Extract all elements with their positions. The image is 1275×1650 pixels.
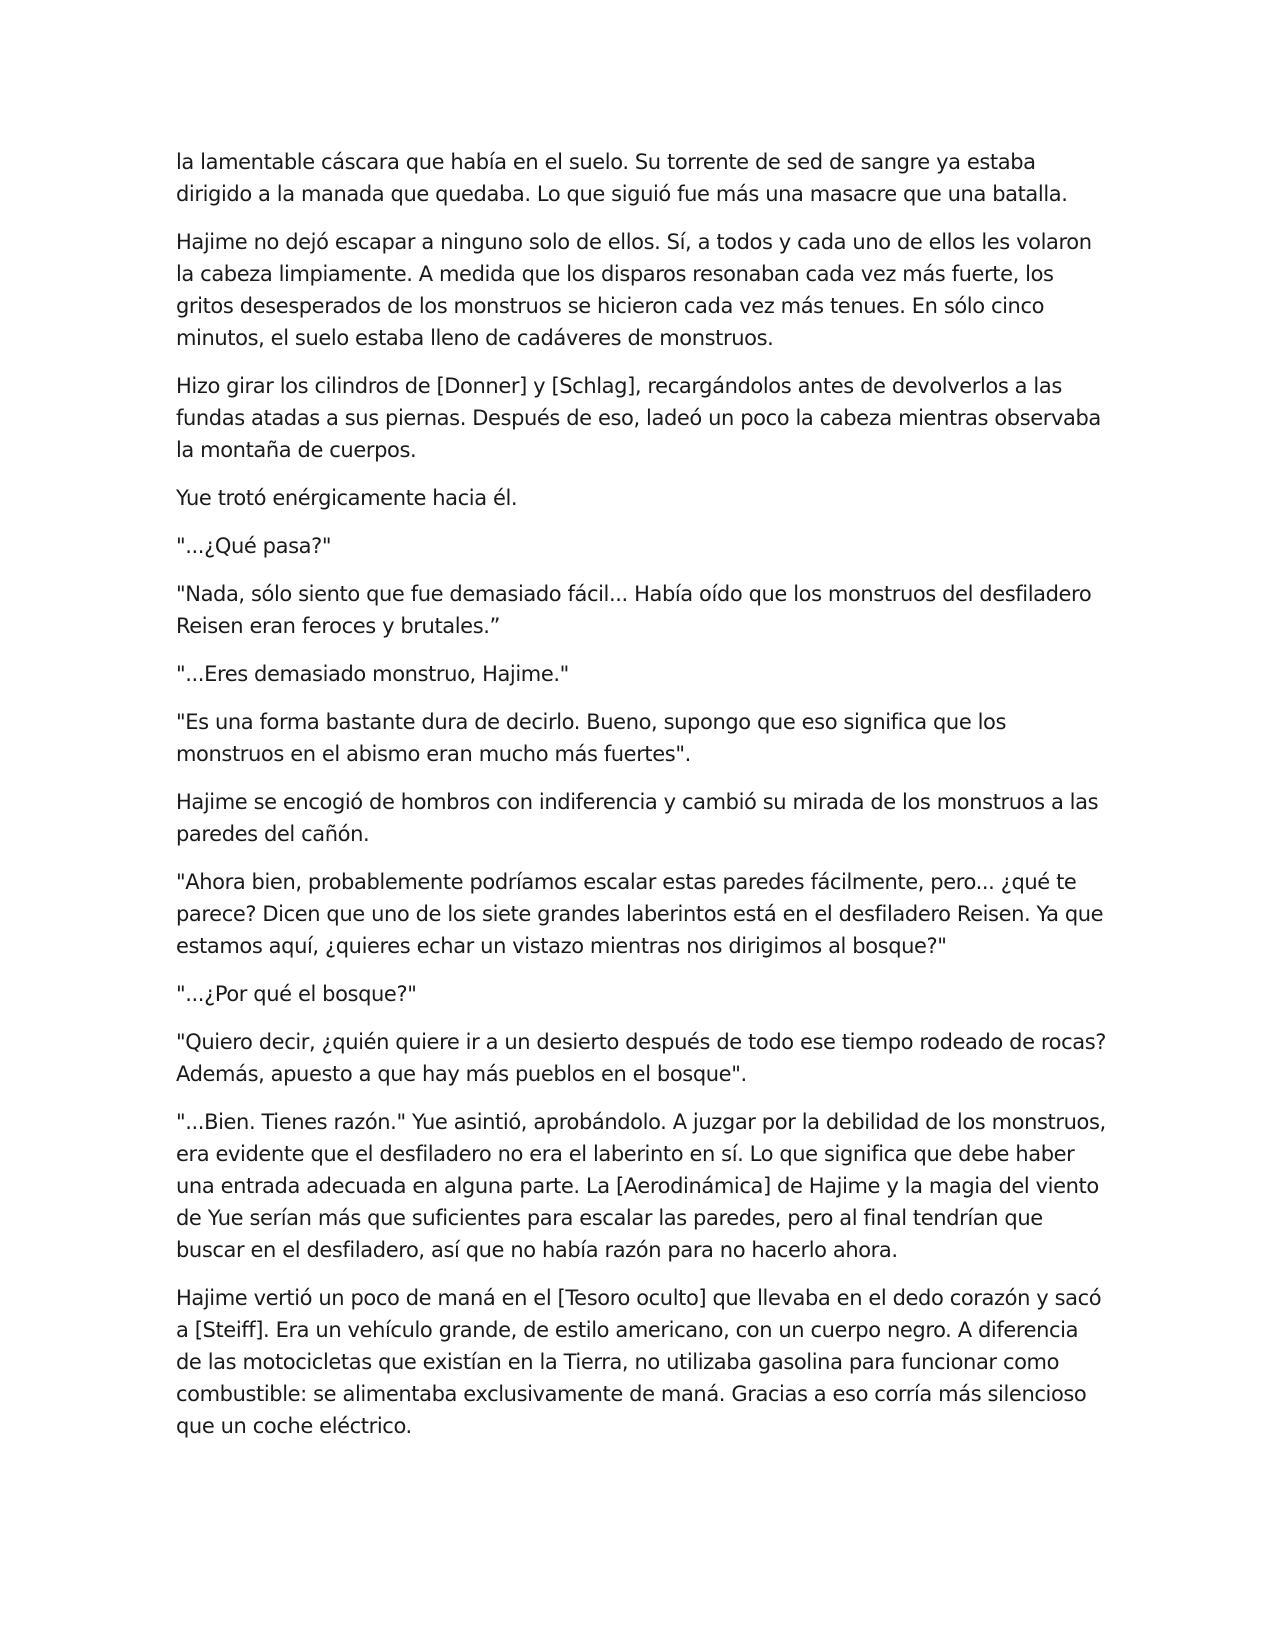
paragraph: "Ahora bien, probablemente podríamos escalar estas paredes fácilmente, pero... ¿qué te parece? Dicen que uno de los siete grandes laberintos está en el desfiladero Reisen. Ya que estamos aquí, ¿quieres echar un vistazo mientras nos dirigimos al bosque?" <box>176 870 1104 958</box>
paragraph: la lamentable cáscara que había en el suelo. Su torrente de sed de sangre ya estaba dirigido a la manada que quedaba. Lo que siguió fue más una masacre que una batalla. <box>176 150 1068 206</box>
paragraph: Yue trotó enérgicamente hacia él. <box>176 486 518 510</box>
paragraph: Hajime no dejó escapar a ninguno solo de ellos. Sí, a todos y cada uno de ellos les volaron la cabeza limpiamente. A medida que los disparos resonaban cada vez más fuerte, los gritos desesperados de los monstruos se hicieron cada vez más tenues. En sólo cinco minutos, el suelo estaba lleno de cadáveres de monstruos. <box>176 230 1092 350</box>
paragraph: Hajime se encogió de hombros con indiferencia y cambió su mirada de los monstruos a las paredes del cañón. <box>176 790 1099 846</box>
document-body <box>176 146 1106 1458</box>
paragraph: "...¿Qué pasa?" <box>176 534 332 558</box>
paragraph: "...Bien. Tienes razón." Yue asintió, aprobándolo. A juzgar por la debilidad de los monstruos, era evidente que el desfiladero no era el laberinto en sí. Lo que significa que debe haber una entrada adecuada en alguna parte. La [Aerodinámica] de Hajime y la magia del viento de Yue serían más que suficientes para escalar las paredes, pero al final tendrían que buscar en el desfiladero, así que no había razón para no hacerlo ahora. <box>176 1110 1106 1262</box>
paragraph: Hizo girar los cilindros de [Donner] y [Schlag], recargándolos antes de devolverlos a las fundas atadas a sus piernas. Después de eso, ladeó un poco la cabeza mientras observaba la montaña de cuerpos. <box>176 374 1101 462</box>
paragraph: "Nada, sólo siento que fue demasiado fácil... Había oído que los monstruos del desfiladero Reisen eran feroces y brutales.” <box>176 582 1092 638</box>
paragraph: "...¿Por qué el bosque?" <box>176 982 417 1006</box>
paragraph: "Quiero decir, ¿quién quiere ir a un desierto después de todo ese tiempo rodeado de rocas? Además, apuesto a que hay más pueblos en el bosque". <box>176 1030 1106 1086</box>
paragraph: Hajime vertió un poco de maná en el [Tesoro oculto] que llevaba en el dedo corazón y sacó a [Steiff]. Era un vehículo grande, de estilo americano, con un cuerpo negro. A diferencia de las motocicletas que existían en la Tierra, no utilizaba gasolina para funcionar como combustible: se alimentaba exclusivamente de maná. Gracias a eso corría más silencioso que un coche eléctrico. <box>176 1286 1102 1438</box>
paragraph: "Es una forma bastante dura de decirlo. Bueno, supongo que eso significa que los monstruos en el abismo eran mucho más fuertes". <box>176 710 1007 766</box>
paragraph: "...Eres demasiado monstruo, Hajime." <box>176 662 569 686</box>
